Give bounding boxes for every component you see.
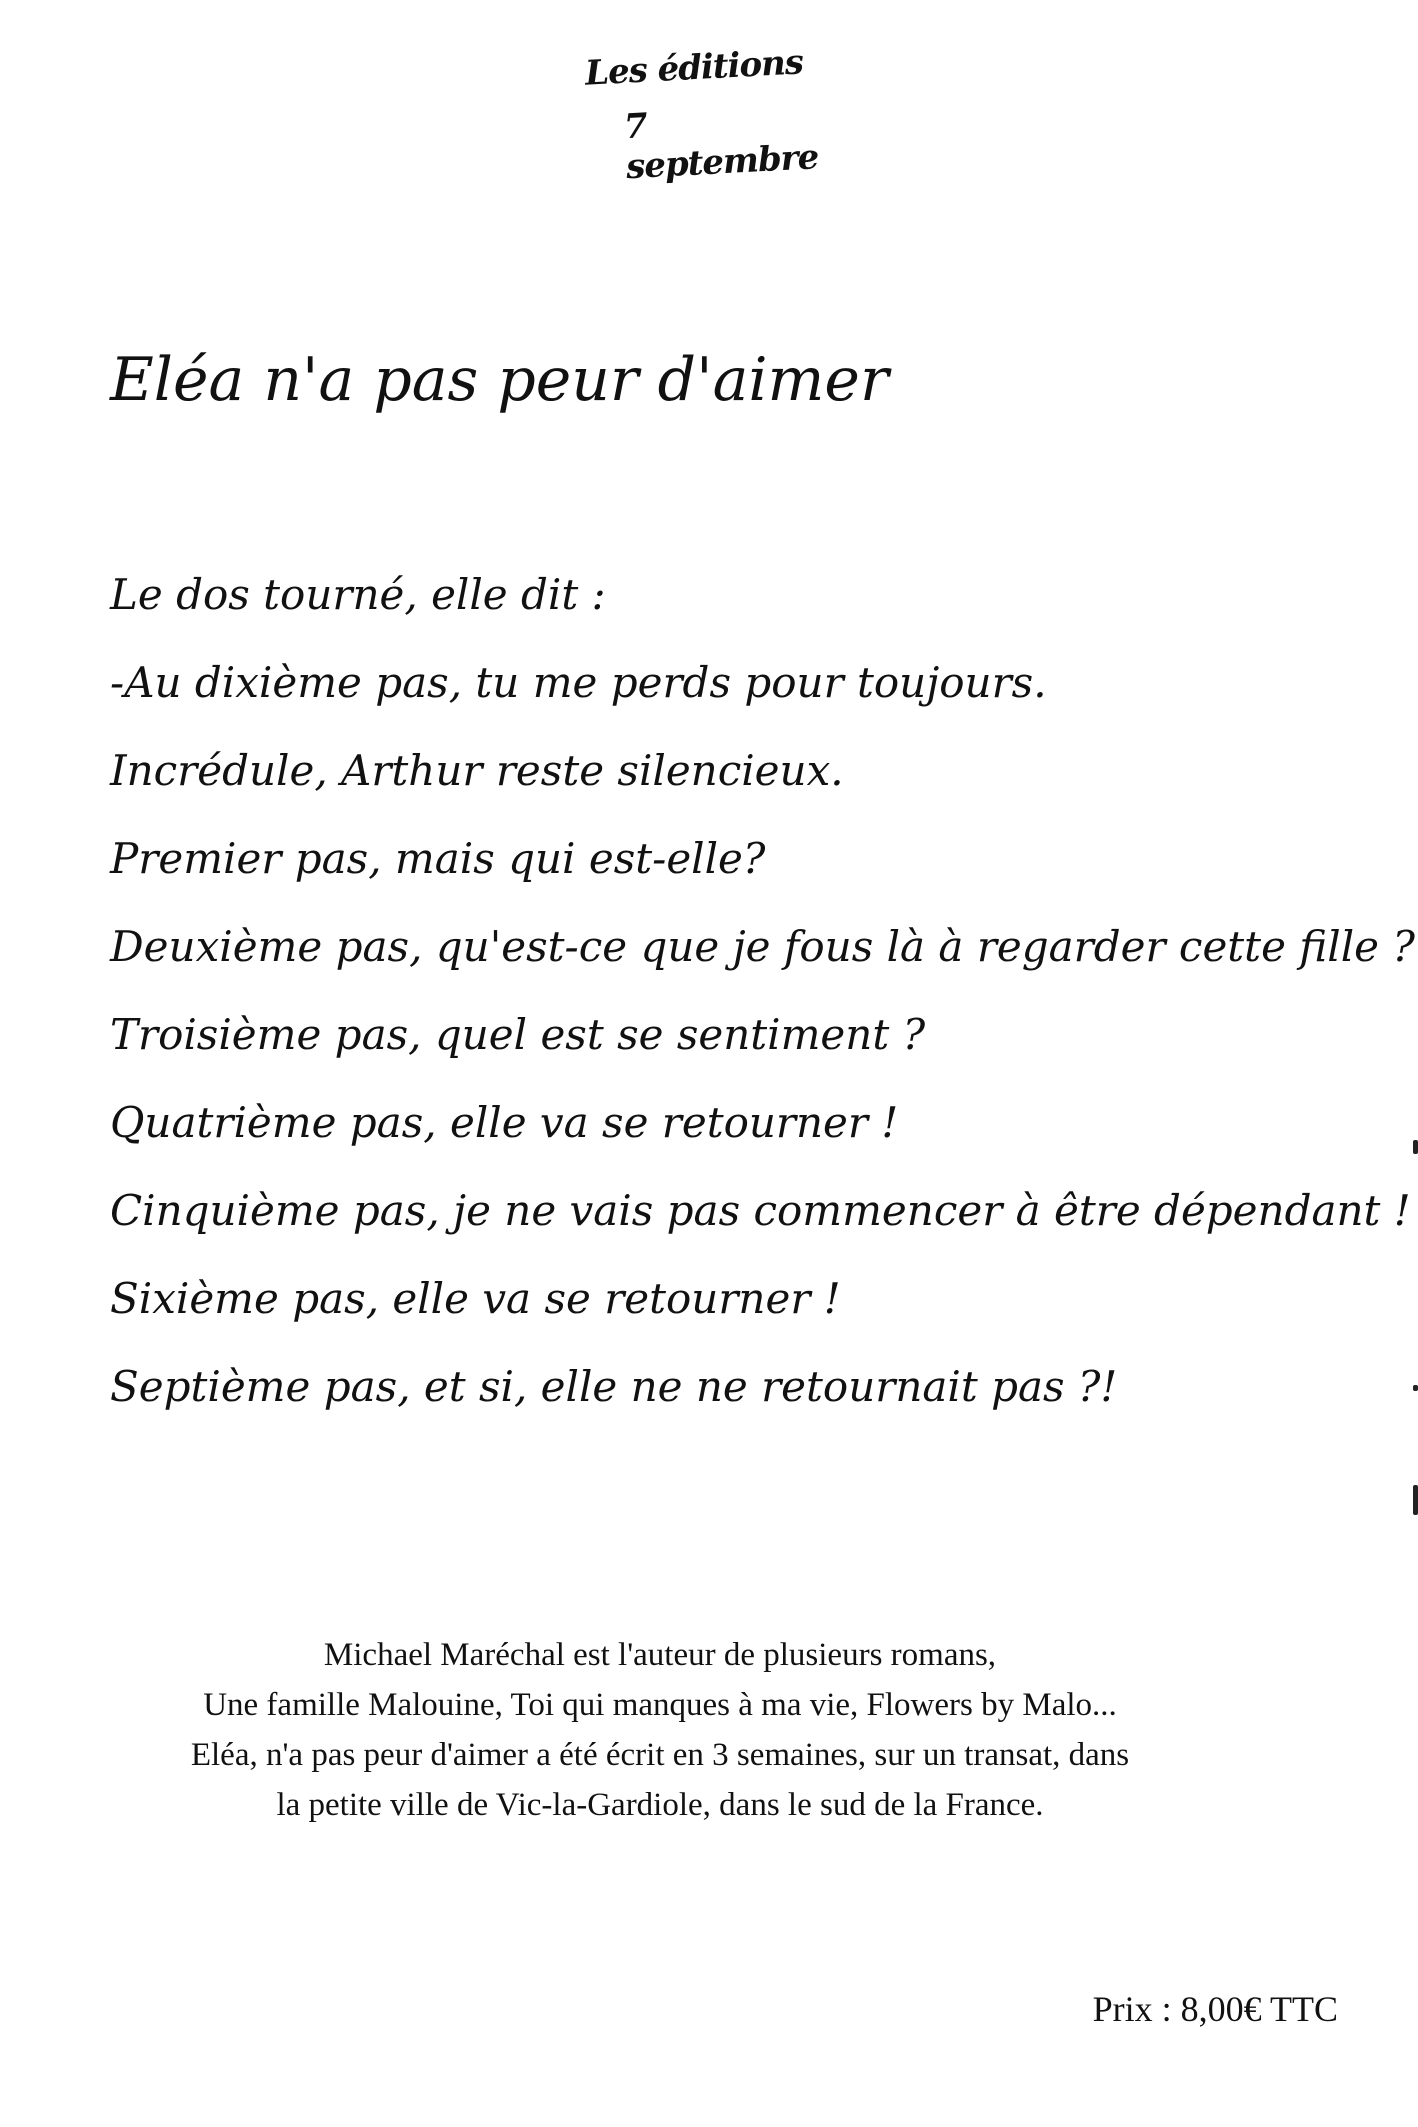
poem-line: Sixième pas, elle va se retourner !: [110, 1274, 841, 1323]
author-bio: [0, 1630, 1320, 1830]
bio-line: Michael Maréchal est l'auteur de plusieurs romans,: [323, 1637, 997, 1673]
logo-line-2: 7 septembre: [623, 106, 820, 188]
poem-line: Troisième pas, quel est se sentiment ?: [110, 1010, 926, 1059]
price-label: Prix : 8,00€ TTC: [1092, 1989, 1338, 2029]
poem-line: Septième pas, et si, elle ne ne retournait pas ?!: [110, 1362, 1118, 1411]
bio-line: Eléa, n'a pas peur d'aimer a été écrit en 3 semaines, sur un transat, dans: [190, 1737, 1130, 1773]
poem-line: Incrédule, Arthur reste silencieux.: [110, 746, 844, 795]
edge-mark: [1413, 1140, 1418, 1154]
poem-line: Le dos tourné, elle dit :: [110, 570, 606, 619]
book-title: Eléa n'a pas peur d'aimer: [110, 345, 889, 415]
poem-line: -Au dixième pas, tu me perds pour toujours.: [110, 658, 1047, 707]
right-edge-marks: [1410, 1130, 1418, 1530]
bio-line: Une famille Malouine, Toi qui manques à ma vie, Flowers by Malo...: [203, 1687, 1117, 1723]
poem-line: Quatrième pas, elle va se retourner !: [110, 1098, 899, 1147]
poem-excerpt: [110, 565, 1415, 1445]
poem-line: Deuxième pas, qu'est-ce que je fous là à regarder cette fille ?: [110, 922, 1415, 971]
logo-line-1: Les éditions: [584, 42, 804, 94]
poem-line: Premier pas, mais qui est-elle?: [110, 834, 766, 883]
bio-line: la petite ville de Vic-la-Gardiole, dans le sud de la France.: [276, 1787, 1044, 1823]
publisher-logo: [584, 42, 825, 188]
edge-mark: [1413, 1485, 1418, 1515]
edge-mark: [1413, 1385, 1418, 1391]
poem-line: Cinquième pas, je ne vais pas commencer à être dépendant !: [110, 1186, 1411, 1235]
